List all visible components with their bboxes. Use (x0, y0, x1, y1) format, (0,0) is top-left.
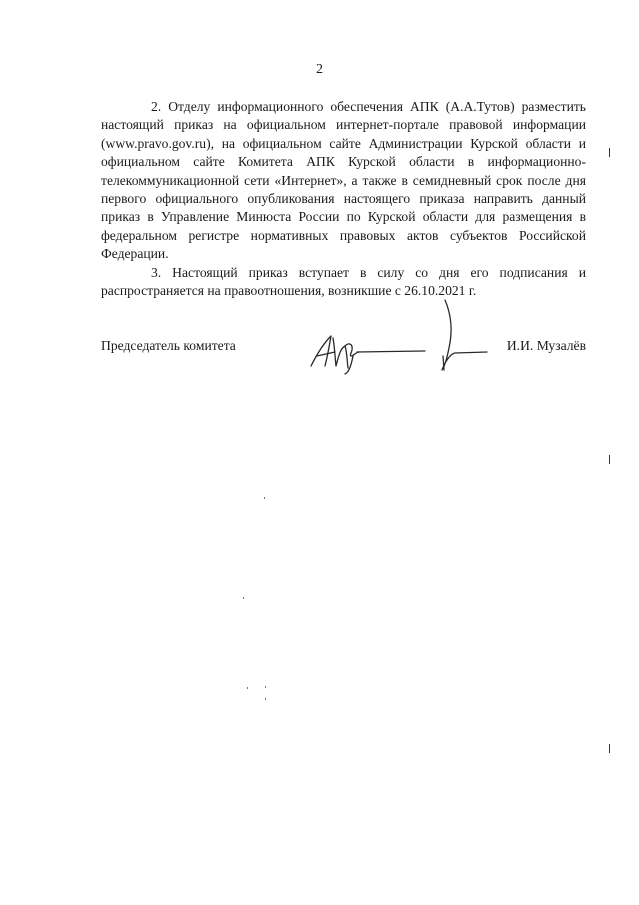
signatory-position: Председатель комитета (101, 338, 236, 353)
scan-speck (247, 687, 248, 689)
scan-speck (265, 698, 266, 700)
document-body (101, 98, 586, 300)
page-number: 2 (316, 62, 323, 77)
scan-speck (243, 597, 244, 599)
handwritten-signature (305, 296, 505, 376)
scan-speck (264, 497, 265, 499)
scan-artifact (609, 148, 610, 157)
scan-artifact (609, 455, 610, 464)
paragraph-2: 2. Отделу информационного обеспечения АПК (А.А.Тутов) разместить настоящий приказ на официальном интернет-портале правовой информации (www.pravo.gov.ru), на официальном сайте Администрации Курской области и официальном сайте Комитета АПК Курской области в информационно-телекоммуникационной сети «Интернет», а также в семидневный срок после дня первого официального опубликования настоящего приказа направить данный приказ в Управление Минюста России по Курской области для размещения в федеральном регистре нормативных правовых актов субъектов Российской Федерации. (101, 99, 586, 262)
paragraph-3: 3. Настоящий приказ вступает в силу со дня его подписания и распространяется на правоотношения, возникшие с 26.10.2021 г. (101, 264, 586, 299)
signatory-name: И.И. Музалёв (506, 338, 586, 353)
scan-speck (265, 686, 266, 688)
scan-artifact (609, 744, 610, 753)
